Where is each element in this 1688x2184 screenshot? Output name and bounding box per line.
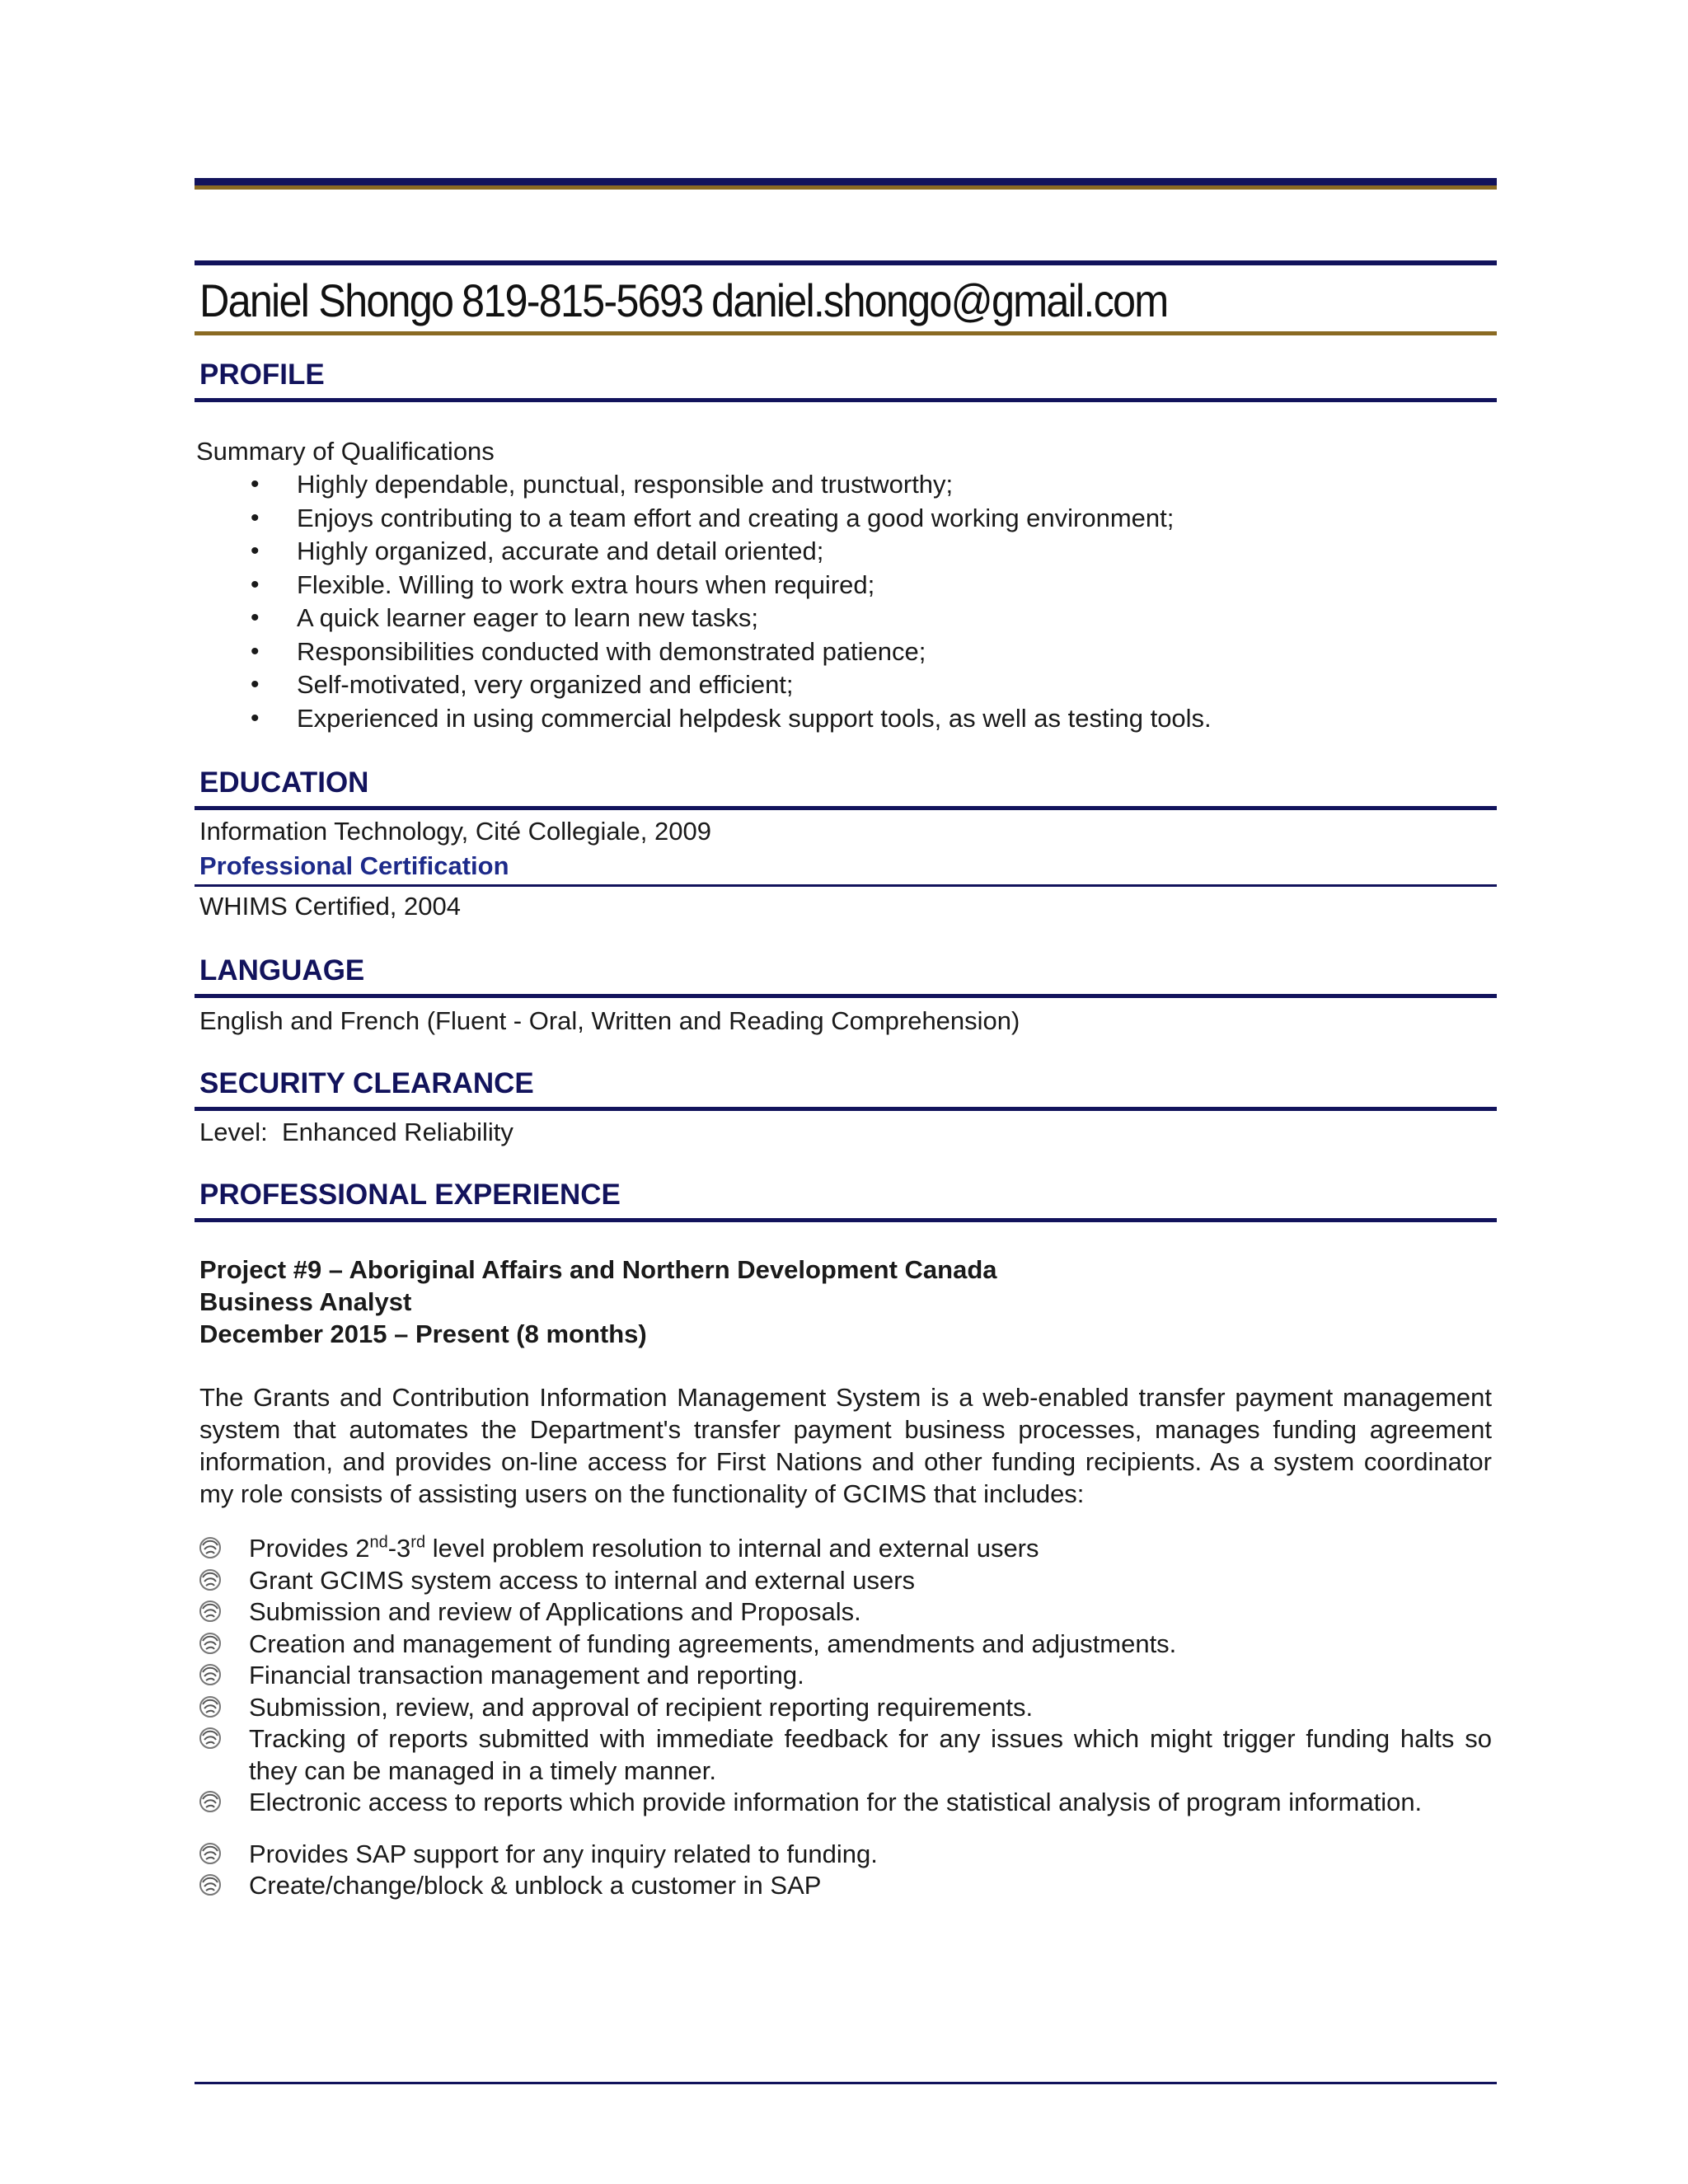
candidate-email: daniel.shongo@gmail.com (711, 274, 1168, 326)
qualification-item: • Flexible. Willing to work extra hours when required; (297, 569, 1497, 602)
duty-item: Grant GCIMS system access to internal and external users (249, 1565, 1497, 1597)
duty-item: Provides 2nd-3rd level problem resolution to internal and external users (249, 1533, 1497, 1565)
swirl-bullet-icon (198, 1872, 223, 1897)
language-heading: LANGUAGE (195, 954, 1497, 998)
profile-heading: PROFILE (195, 359, 1497, 402)
duty-item: Submission and review of Applications and Proposals. (249, 1596, 1497, 1629)
candidate-name: Daniel Shongo (199, 274, 453, 326)
top-bar-gold-stripe (195, 185, 1497, 190)
job-role: Business Analyst (199, 1287, 412, 1316)
qualification-item: • Enjoys contributing to a team effort and creating a good working environment; (297, 502, 1497, 536)
swirl-bullet-icon (198, 1726, 223, 1750)
job-dates: December 2015 – Present (8 months) (199, 1319, 647, 1348)
qualification-item: • Highly dependable, punctual, responsible and trustworthy; (297, 468, 1497, 502)
summary-title: Summary of Qualifications (196, 437, 495, 466)
top-decorative-bar (195, 178, 1497, 190)
swirl-bullet-icon (198, 1535, 223, 1560)
swirl-bullet-icon (198, 1694, 223, 1719)
duty-item: Provides SAP support for any inquiry related to funding. (249, 1839, 1497, 1871)
top-bar-navy-stripe (195, 178, 1497, 185)
duties-list (195, 1533, 1497, 1819)
security-entry: Level: Enhanced Reliability (199, 1118, 513, 1146)
qualification-item: • Self-motivated, very organized and efficient; (297, 668, 1497, 702)
certification-entry: WHIMS Certified, 2004 (199, 892, 461, 921)
qualification-item: • Responsibilities conducted with demonstrated patience; (297, 635, 1497, 669)
contact-header (195, 260, 1497, 335)
swirl-bullet-icon (198, 1568, 223, 1592)
duty-item: Financial transaction management and reporting. (249, 1660, 1497, 1692)
security-heading: SECURITY CLEARANCE (195, 1067, 1497, 1111)
swirl-bullet-icon (198, 1599, 223, 1624)
qualification-item: • Highly organized, accurate and detail oriented; (297, 535, 1497, 569)
language-entry: English and French (Fluent - Oral, Written and Reading Comprehension) (199, 1006, 1020, 1035)
duty-item: Create/change/block & unblock a customer in SAP (249, 1870, 1497, 1902)
education-heading: EDUCATION (195, 766, 1497, 810)
project-title: Project #9 – Aboriginal Affairs and Northern Development Canada (199, 1255, 997, 1284)
certification-heading: Professional Certification (195, 851, 1497, 887)
experience-heading: PROFESSIONAL EXPERIENCE (195, 1179, 1497, 1222)
project-description: The Grants and Contribution Information Management System is a web-enabled transfer payment management system that automates the Department's transfer payment business processes, manages funding agreement information, and provides on-line access for First Nations and other funding recipients. As a system coordinator my role consists of assisting users on the functionality of GCIMS that includes: (199, 1383, 1492, 1508)
resume-body (195, 260, 1497, 1902)
duty-item: Submission, review, and approval of recipient reporting requirements. (249, 1692, 1497, 1724)
candidate-phone: 819-815-5693 (462, 274, 703, 326)
swirl-bullet-icon (198, 1662, 223, 1687)
qualification-item: • A quick learner eager to learn new tasks; (297, 602, 1497, 635)
duty-item: Tracking of reports submitted with immediate feedback for any issues which might trigger funding halts so they can be managed in a timely manner. (249, 1723, 1497, 1787)
swirl-bullet-icon (198, 1631, 223, 1656)
duty-item: Electronic access to reports which provide information for the statistical analysis of program information. (249, 1787, 1497, 1819)
education-entry: Information Technology, Cité Collegiale, 2009 (199, 817, 711, 846)
swirl-bullet-icon (198, 1789, 223, 1814)
sap-duties-list (195, 1839, 1497, 1902)
qualification-item: • Experienced in using commercial helpdesk support tools, as well as testing tools. (297, 702, 1497, 736)
duty-item: Creation and management of funding agreements, amendments and adjustments. (249, 1629, 1497, 1661)
swirl-bullet-icon (198, 1841, 223, 1866)
footer-rule (195, 2082, 1497, 2084)
qualifications-list (195, 468, 1497, 735)
